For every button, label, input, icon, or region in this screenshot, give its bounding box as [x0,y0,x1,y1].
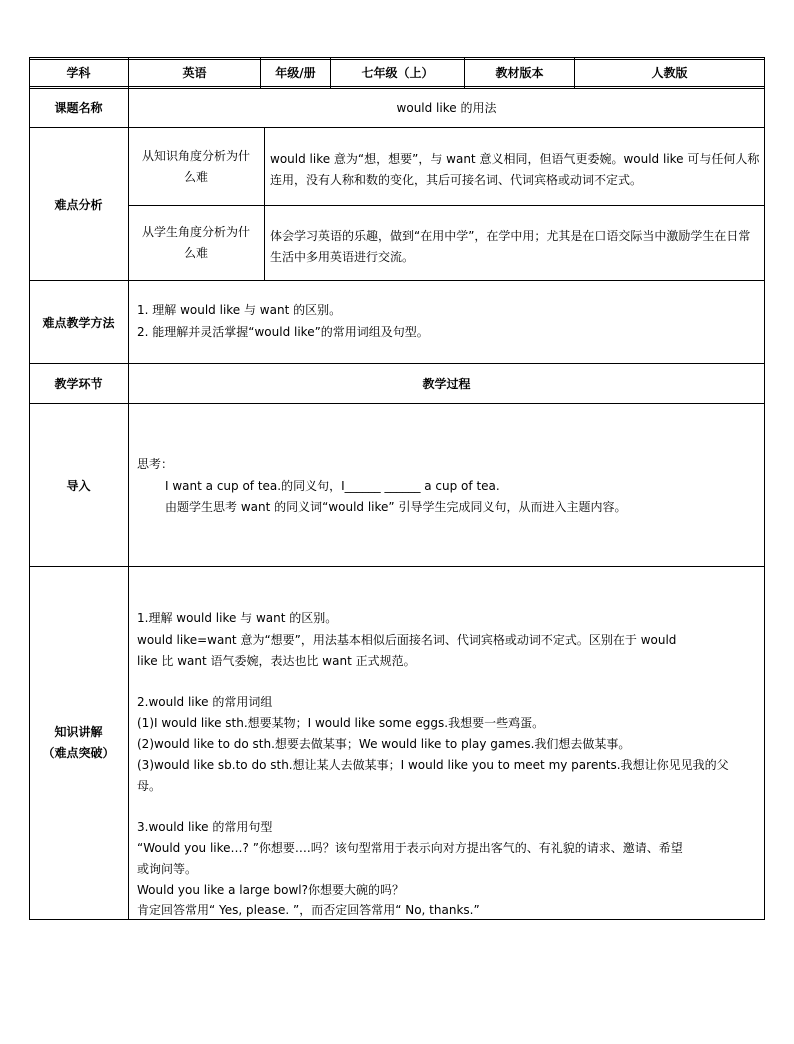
stage-header: 教学环节 [54,377,103,391]
knowledge-line: (3)would like sb.to do sth.想让某人去做某事；I would like you to meet my parents.我想让你见见我的父 [137,758,729,772]
knowledge-line: (1)I would like sth.想要某物；I would like some eggs.我想要一些鸡蛋。 [137,716,545,730]
knowledge-line: 或询问等。 [137,862,198,876]
knowledge-line: (2)would like to do sth.想要去做某事；We would like to play games.我们想去做某事。 [137,737,631,751]
student-angle-text: 体会学习英语的乐趣，做到“在用中学”，在学中用；尤其是在口语交际当中激励学生在日常生活中多用英语进行交流。 [270,229,751,264]
process-header: 教学过程 [422,377,471,391]
knowledge-line: 母。 [137,779,162,793]
intro-line-3: 由题学生思考 want 的同义词“would like” 引导学生完成同义句，从而进入主题内容。 [165,500,627,514]
knowledge-line: Would you like a large bowl?你想要大碗的吗？ [137,883,404,897]
difficulty-label: 难点分析 [54,197,103,212]
intro-line-1: 思考： [137,457,174,471]
intro-line-2: I want a cup of tea.的同义句，I______ ______ a cup of tea. [165,479,500,493]
knowledge-line: like 比 want 语气委婉，表达也比 want 正式规范。 [137,654,416,668]
edition-value: 人教版 [651,66,688,80]
knowledge-line: 肯定回答常用“ Yes, please. ”，而否定回答常用“ No, thanks.” [137,903,480,917]
knowledge-label-line-2: （难点突破） [42,746,115,760]
method-item-2: 2. 能理解并灵活掌握“would like”的常用词组及句型。 [137,325,429,339]
knowledge-line: 3.would like 的常用句型 [137,820,273,834]
method-label: 难点教学方法 [42,315,115,330]
knowledge-line: 1.理解 would like 与 want 的区别。 [137,611,338,625]
student-angle-label: 从学生角度分析为什么难 [141,225,250,260]
knowledge-angle-text: would like 意为“想，想要”，与 want 意义相同，但语气更委婉。would like 可与任何人称连用，没有人称和数的变化，其后可接名词、代词宾格或动词不定式。 [270,152,760,187]
method-item-1: 1. 理解 would like 与 want 的区别。 [137,303,342,317]
grade-label: 年级/册 [275,66,316,80]
edition-label: 教材版本 [495,66,544,80]
knowledge-label [29,567,128,919]
knowledge-line: 2.would like 的常用词组 [137,695,273,709]
knowledge-line: “Would you like…? ”你想要….吗？该句型常用于表示向对方提出客气的、有礼貌的请求、邀请、希望 [137,841,683,855]
topic-value: would like 的用法 [396,101,497,115]
subject-label: 学科 [66,66,91,80]
intro-label: 导入 [66,478,91,493]
grade-value: 七年级（上） [361,66,434,80]
subject-value: 英语 [182,66,207,80]
knowledge-line: would like=want 意为“想要”，用法基本相似后面接名词、代词宾格或动词不定式。区别在于 would [137,633,677,647]
knowledge-label-line-1: 知识讲解 [54,725,103,739]
topic-label: 课题名称 [54,101,103,115]
knowledge-angle-label: 从知识角度分析为什么难 [141,148,250,184]
